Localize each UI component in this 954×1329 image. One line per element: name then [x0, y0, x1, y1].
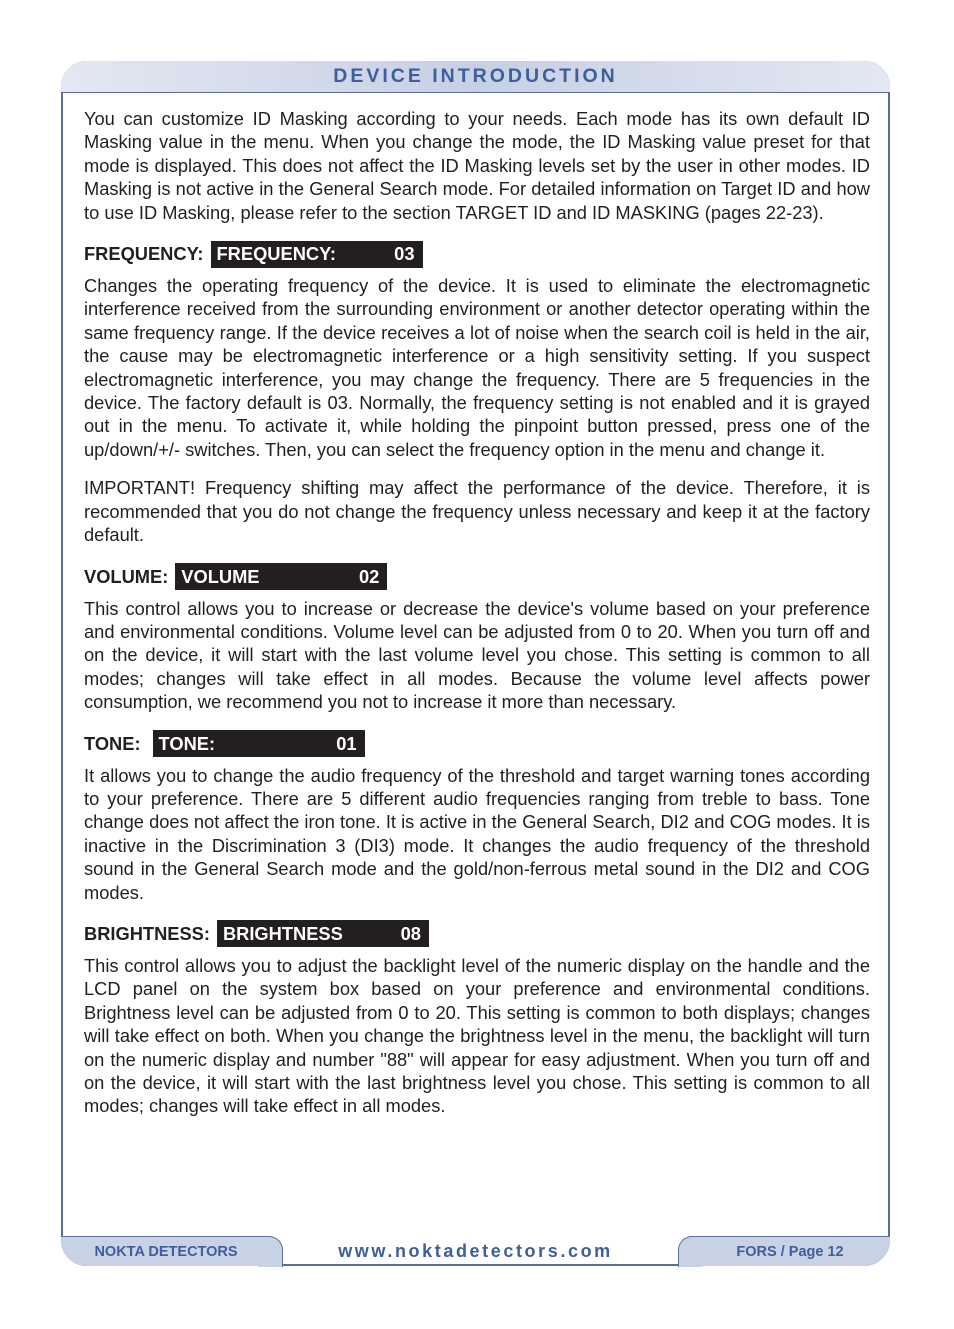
brightness-paragraph: This control allows you to adjust the backlight level of the numeric display on the handle and the LCD panel on the system box based on your preference and environmental conditions. Brightness level can be adjusted from 0 to 20. This setting is common to both displays; changes will take effect on both. When you change the brightness level in the menu, the backlight will turn on the numeric display and number "88" will appear for easy adjustment. When you turn off and on the device, it will start with the last brightness level you chose. This setting is common to all modes; changes will take effect in all modes. — [84, 954, 870, 1117]
footer-website[interactable]: www.noktadetectors.com — [338, 1240, 613, 1261]
tone-display-badge — [153, 730, 365, 757]
volume-badge-value: 02 — [358, 565, 380, 587]
frequency-paragraph: Changes the operating frequency of the device. It is used to eliminate the electromagnetic interference received from the surrounding environment or another detector operating within the same frequency range. If the device receives a lot of noise when the search coil is held in the air, the cause may be electromagnetic interference or a high sensitivity setting. If you suspect electromagnetic interference, you may change the frequency. There are 5 frequencies in the device. The factory default is 03. Normally, the frequency setting is not enabled and it is grayed out in the menu. To activate it, while holding the pinpoint button pressed, press one of the up/down/+/- switches. Then, you can select the frequency option in the menu and change it. — [84, 275, 870, 460]
page-content — [84, 107, 870, 1118]
brightness-badge-value: 08 — [400, 923, 421, 945]
frequency-important-paragraph: IMPORTANT! Frequency shifting may affect the performance of the device. Therefore, it is recommended that you do not change the frequency unless necessary and keep it at the factory default. — [84, 477, 870, 546]
brightness-setting — [84, 920, 870, 948]
footer-brand-tab — [61, 1236, 271, 1266]
section-title: DEVICE INTRODUCTION — [333, 65, 618, 87]
volume-setting — [84, 563, 870, 591]
volume-display-badge — [175, 563, 387, 590]
frequency-setting — [84, 240, 870, 268]
tone-paragraph: It allows you to change the audio frequency of the threshold and target warning tones according to your preference. There are 5 different audio frequencies ranging from treble to bass. Tone change does not affect the iron tone. It is active in the General Search, DI2 and COG modes. It is inactive in the Discrimination 3 (DI3) mode. It changes the audio frequency of the threshold sound in the General Search mode and the gold/non-ferrous metal sound in the DI2 and COG modes. — [84, 764, 870, 903]
tone-setting — [84, 730, 870, 758]
frequency-display-badge — [211, 241, 423, 268]
volume-badge-name: VOLUME — [181, 565, 260, 587]
volume-label: VOLUME: — [84, 565, 169, 587]
footer-page-tab — [690, 1236, 890, 1266]
volume-paragraph: This control allows you to increase or decrease the device's volume based on your preference and environmental conditions. Volume level can be adjusted from 0 to 20. When you turn off and on the device, it will start with the last volume level you chose. This setting is common to all modes; changes will take effect in all modes. Because the volume level affects power consumption, we recommend you not to increase it more than necessary. — [84, 597, 870, 713]
brightness-badge-name: BRIGHTNESS — [222, 923, 343, 945]
tone-badge-name: TONE: — [158, 732, 216, 754]
brightness-display-badge — [217, 920, 429, 947]
page-footer — [61, 1236, 890, 1266]
tone-label: TONE: — [84, 732, 141, 754]
footer-page-number: FORS / Page 12 — [736, 1243, 844, 1260]
frequency-badge-value: 03 — [394, 243, 415, 265]
frequency-label: FREQUENCY: — [84, 243, 204, 265]
section-header — [61, 61, 890, 93]
frequency-badge-name: FREQUENCY: — [216, 243, 337, 265]
footer-brand: NOKTA DETECTORS — [94, 1243, 238, 1260]
tone-badge-value: 01 — [336, 732, 357, 754]
intro-paragraph: You can customize ID Masking according to your needs. Each mode has its own default ID Masking value in the menu. When you change the mode, the ID Masking value preset for that mode is displayed. This does not affect the ID Masking levels set by the user in other modes. ID Masking is not active in the General Search mode. For detailed information on Target ID and how to use ID Masking, please refer to the section TARGET ID and ID MASKING (pages 22-23). — [84, 108, 870, 223]
brightness-label: BRIGHTNESS: — [84, 923, 210, 945]
